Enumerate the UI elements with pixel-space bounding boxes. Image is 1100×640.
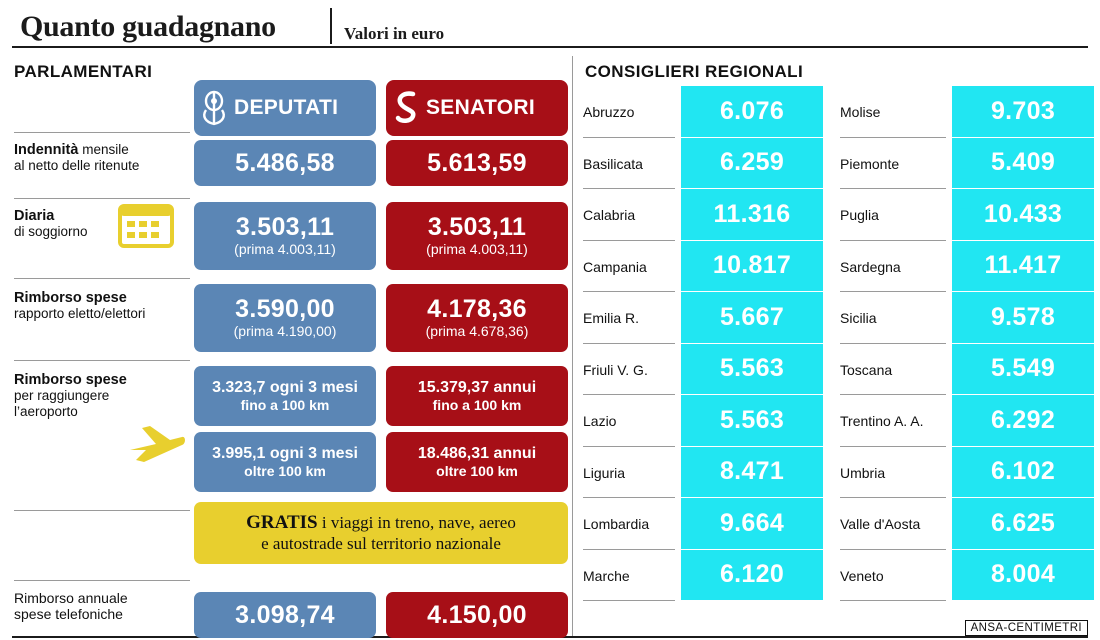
value-rimborso-elettori-deputati — [194, 284, 376, 352]
region-row-divider — [840, 188, 946, 189]
row-label-indennita-rest: mensile — [78, 142, 129, 157]
region-value: 9.578 — [952, 292, 1094, 343]
region-row-divider — [840, 137, 946, 138]
region-value: 6.102 — [952, 447, 1094, 498]
value-text: 3.503,11 — [235, 213, 335, 241]
region-row-divider — [840, 394, 946, 395]
region-row-divider — [583, 446, 675, 447]
section-heading-consiglieri: CONSIGLIERI REGIONALI — [585, 62, 804, 81]
row-label-telefoniche — [14, 590, 190, 622]
region-name: Umbria — [840, 464, 886, 481]
region-name: Piemonte — [840, 155, 900, 172]
region-row-divider — [840, 497, 946, 498]
airplane-icon — [126, 420, 186, 477]
header — [12, 8, 1088, 48]
value-aeroporto-senatori-fino100 — [386, 366, 568, 426]
label-divider — [14, 132, 190, 133]
gratis-line2: e autostrade sul territorio nazionale — [261, 534, 501, 553]
region-name: Campania — [583, 258, 647, 275]
region-value: 5.563 — [681, 344, 823, 395]
value-note: (prima 4.190,00) — [233, 323, 337, 339]
value-text: 3.098,74 — [235, 600, 335, 629]
region-name: Marche — [583, 567, 630, 584]
gratis-banner — [194, 502, 568, 564]
value-note: (prima 4.003,11) — [234, 241, 336, 257]
region-row-divider — [583, 188, 675, 189]
row-label-diaria-strong: Diaria — [14, 208, 55, 224]
value-note: (prima 4.678,36) — [425, 323, 529, 339]
value-diaria-deputati — [194, 202, 376, 270]
value-note: fino a 100 km — [240, 397, 330, 413]
region-row-divider — [840, 549, 946, 550]
section-heading-parlamentari: PARLAMENTARI — [14, 62, 153, 81]
region-value: 10.433 — [952, 189, 1094, 240]
region-value: 6.625 — [952, 498, 1094, 549]
region-value: 6.292 — [952, 395, 1094, 446]
region-name: Basilicata — [583, 155, 643, 172]
region-name: Sicilia — [840, 310, 877, 326]
region-value: 5.549 — [952, 344, 1094, 395]
label-divider — [14, 360, 190, 361]
region-value: 8.004 — [952, 550, 1094, 601]
label-divider — [14, 278, 190, 279]
region-name: Lombardia — [583, 516, 650, 532]
region-value: 5.667 — [681, 292, 823, 343]
value-indennita-deputati — [194, 140, 376, 186]
region-name: Sardegna — [840, 258, 901, 275]
region-value: 8.471 — [681, 447, 823, 498]
label-divider — [14, 510, 190, 511]
row-label-rimborso-elettori-line2: rapporto eletto/elettori — [14, 306, 146, 321]
value-text: 4.150,00 — [427, 600, 527, 629]
region-value: 6.259 — [681, 138, 823, 189]
region-name: Lazio — [583, 413, 617, 429]
region-value: 9.703 — [952, 86, 1094, 137]
column-header-deputati — [194, 80, 376, 136]
vertical-divider — [572, 56, 573, 636]
region-value: 6.120 — [681, 550, 823, 601]
value-text: 5.613,59 — [427, 148, 527, 177]
row-label-rimborso-elettori — [14, 290, 190, 322]
row-label-indennita-line2: al netto delle ritenute — [14, 158, 140, 173]
region-name: Valle d'Aosta — [840, 516, 921, 532]
row-label-rimborso-aeroporto-line2: per raggiungere — [14, 388, 110, 403]
value-note: (prima 4.003,11) — [426, 241, 528, 257]
page-title: Quanto guadagnano — [20, 10, 276, 43]
value-aeroporto-deputati-fino100 — [194, 366, 376, 426]
value-text: 3.323,7 ogni 3 mesi — [212, 379, 358, 396]
value-telefoniche-senatori — [386, 592, 568, 638]
region-value: 5.563 — [681, 395, 823, 446]
column-header-senatori-label: SENATORI — [426, 96, 535, 119]
region-name: Emilia R. — [583, 310, 640, 326]
region-name: Liguria — [583, 464, 626, 481]
region-name: Trentino A. A. — [840, 413, 924, 429]
region-row-divider — [583, 497, 675, 498]
value-note: fino a 100 km — [432, 397, 522, 413]
region-name: Molise — [840, 104, 881, 120]
region-name: Abruzzo — [583, 104, 635, 120]
region-name: Veneto — [840, 567, 884, 584]
page-subtitle: Valori in euro — [344, 24, 445, 43]
value-text: 3.590,00 — [235, 295, 335, 323]
gratis-line1-rest: i viaggi in treno, nave, aereo — [317, 513, 516, 532]
row-label-rimborso-aeroporto-strong: Rimborso spese — [14, 372, 127, 388]
label-divider — [14, 580, 190, 581]
region-row-divider — [583, 240, 675, 241]
calendar-icon — [118, 200, 174, 253]
region-name: Friuli V. G. — [583, 361, 648, 378]
value-note: oltre 100 km — [436, 463, 518, 479]
value-aeroporto-deputati-oltre100 — [194, 432, 376, 492]
region-row-divider — [583, 137, 675, 138]
region-row-divider — [583, 291, 675, 292]
region-row-divider — [840, 291, 946, 292]
credit-label: ANSA-CENTIMETRI — [965, 620, 1088, 636]
region-value: 11.316 — [681, 189, 823, 240]
row-label-indennita-strong: Indennità — [14, 142, 79, 158]
region-row-divider — [840, 446, 946, 447]
region-name: Puglia — [840, 207, 879, 223]
value-text: 15.379,37 annui — [417, 379, 537, 396]
value-text: 5.486,58 — [235, 148, 335, 177]
senate-emblem-icon — [386, 88, 426, 128]
region-row-divider — [583, 343, 675, 344]
row-label-rimborso-elettori-strong: Rimborso spese — [14, 290, 127, 306]
region-row-divider — [840, 240, 946, 241]
value-text: 3.995,1 ogni 3 mesi — [212, 445, 358, 462]
row-label-telefoniche-line2: spese telefoniche — [14, 606, 123, 622]
title-divider — [330, 8, 332, 44]
row-label-indennita — [14, 142, 190, 174]
region-value: 11.417 — [952, 241, 1094, 292]
region-name: Calabria — [583, 207, 636, 223]
value-text: 4.178,36 — [427, 295, 527, 323]
value-note: oltre 100 km — [244, 463, 326, 479]
region-row-divider — [583, 600, 675, 601]
region-row-divider — [583, 394, 675, 395]
row-label-diaria-line2: di soggiorno — [14, 224, 88, 239]
column-header-senatori — [386, 80, 568, 136]
region-row-divider — [583, 549, 675, 550]
value-indennita-senatori — [386, 140, 568, 186]
label-divider — [14, 198, 190, 199]
row-label-telefoniche-line1: Rimborso annuale — [14, 590, 128, 606]
region-value: 10.817 — [681, 241, 823, 292]
region-value: 5.409 — [952, 138, 1094, 189]
value-telefoniche-deputati — [194, 592, 376, 638]
row-label-rimborso-aeroporto-line3: l’aeroporto — [14, 404, 78, 419]
region-value: 6.076 — [681, 86, 823, 137]
region-name: Toscana — [840, 361, 893, 378]
region-row-divider — [840, 343, 946, 344]
gratis-line1 — [246, 512, 516, 533]
column-header-deputati-label: DEPUTATI — [234, 96, 339, 119]
region-value: 9.664 — [681, 498, 823, 549]
value-rimborso-elettori-senatori — [386, 284, 568, 352]
gratis-line1-strong: GRATIS — [246, 512, 318, 533]
row-label-rimborso-aeroporto — [14, 372, 190, 420]
value-diaria-senatori — [386, 202, 568, 270]
value-aeroporto-senatori-oltre100 — [386, 432, 568, 492]
value-text: 3.503,11 — [427, 213, 527, 241]
value-text: 18.486,31 annui — [417, 445, 537, 462]
region-row-divider — [840, 600, 946, 601]
deputies-emblem-icon — [194, 88, 234, 128]
